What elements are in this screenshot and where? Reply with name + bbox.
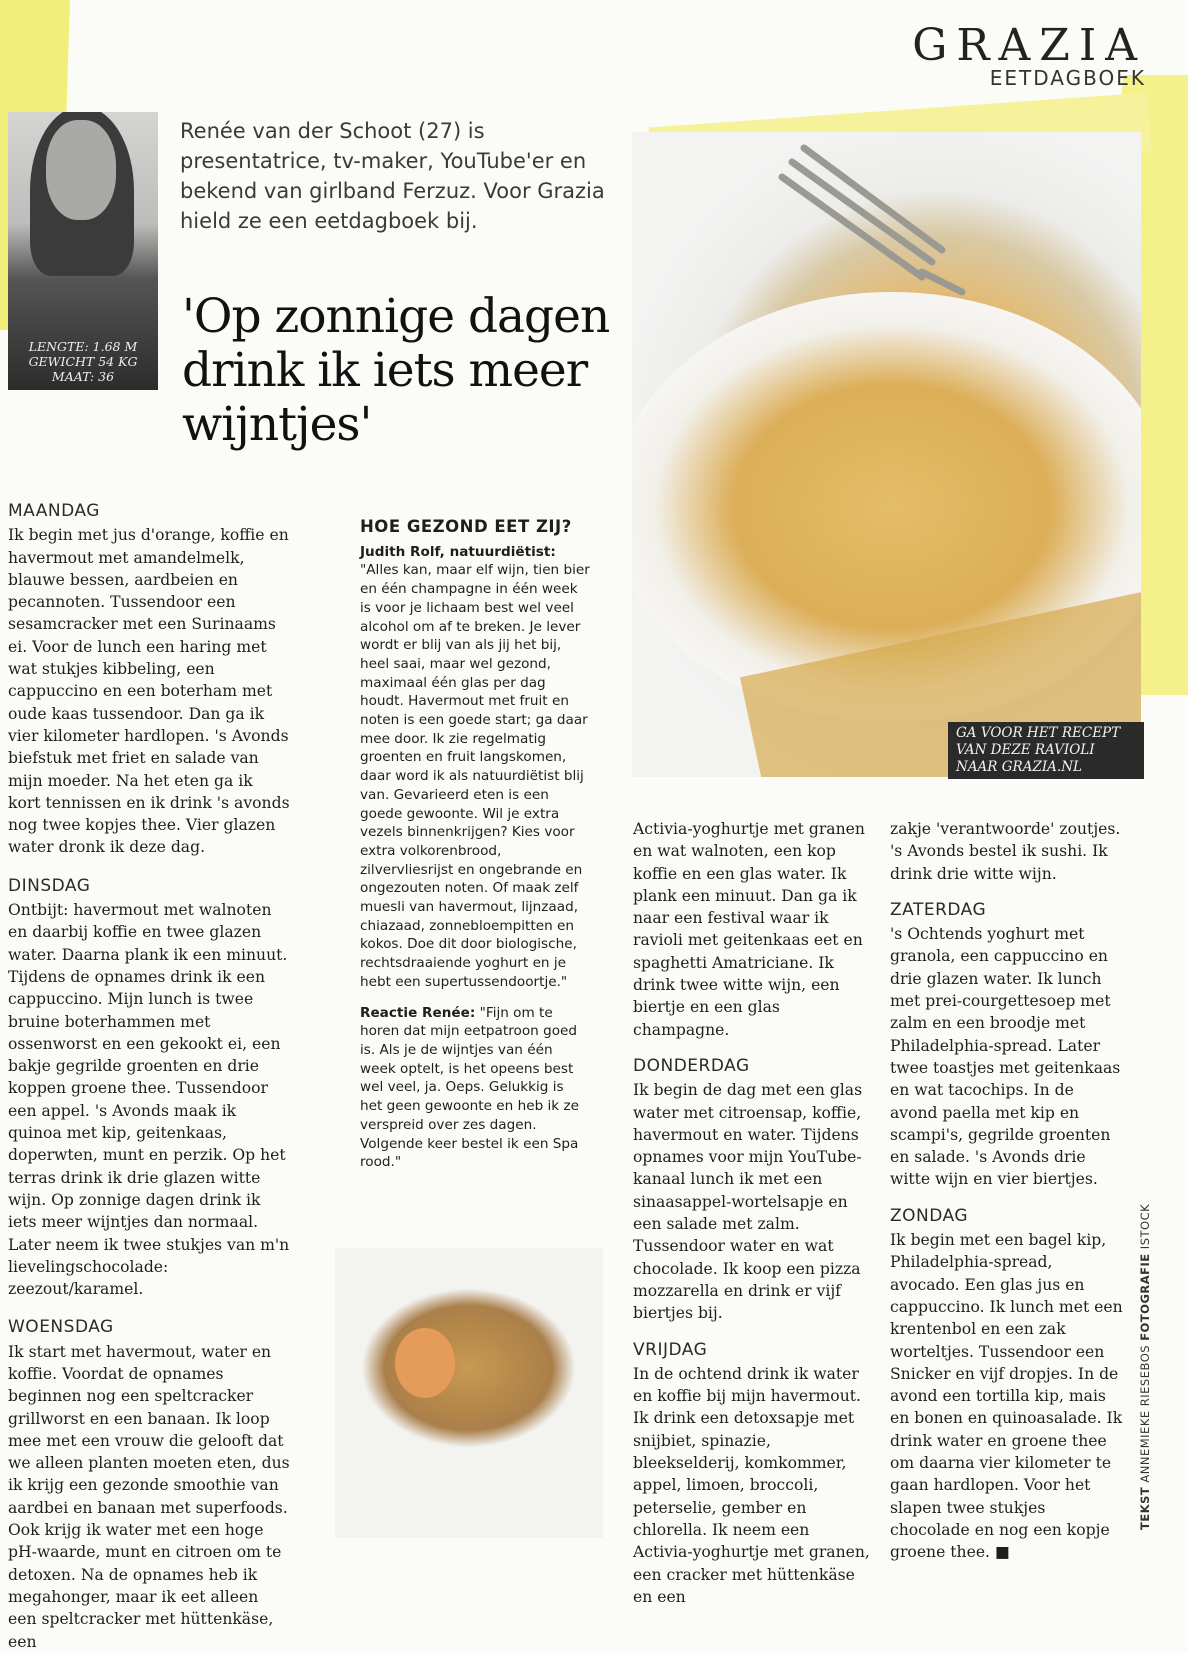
column-3: [633, 818, 873, 1608]
portrait-photo: [8, 112, 158, 390]
day-heading-vrijdag: VRIJDAG: [633, 1339, 708, 1360]
day-heading-zaterdag: ZATERDAG: [890, 899, 987, 920]
day-heading-donderdag: DONDERDAG: [633, 1055, 750, 1076]
day-text-vrijdag-continued: zakje 'verantwoorde' zoutjes. 's Avonds bestel ik sushi. Ik drink drie witte wijn.: [890, 820, 1121, 883]
credit-text-name: ANNEMIEKE RIESEBOS: [1138, 1344, 1152, 1483]
stat-weight: GEWICHT 54 KG: [28, 354, 138, 369]
end-mark-icon: ■: [994, 1543, 1010, 1562]
column-4: [890, 818, 1126, 1564]
credit-text-label: TEKST: [1138, 1486, 1152, 1530]
ravioli-photo: [632, 132, 1141, 777]
fork-icon: [632, 132, 1141, 777]
headline: 'Op zonnige dagen drink ik iets meer wijntjes': [182, 289, 610, 452]
stat-height: LENGTE: 1.68 M: [28, 339, 138, 354]
day-text-donderdag: Ik begin de dag met een glas water met citroensap, koffie, havermout en water. Tijdens opnames voor mijn YouTube-kanaal lunch ik met een sinaasappel-wortelsapje en een salade met zalm. Tussendoor water en wat chocolade. Ik koop een pizza mozzarella en drink er vijf biertjes bij.: [633, 1081, 863, 1323]
expert-name: Judith Rolf, natuurdiëtist:: [360, 543, 556, 560]
day-heading-dinsdag: DINSDAG: [8, 875, 91, 896]
stat-size: MAAT: 36: [51, 369, 115, 384]
day-text-dinsdag: Ontbijt: havermout met walnoten en daarbij koffie en twee glazen water. Daarna plank ik een minuut. Tijdens de opnames drink ik een cappuccino. Mijn lunch is twee bruine boterhammen met ossenworst en een gekookt ei, een bakje gegrilde groenten en drie koppen groene thee. Tussendoor een appel. 's Avonds maak ik quinoa met kip, geitenkaas, doperwten, munt en perzik. Op het terras drink ik drie glazen witte wijn. Op zonnige dagen drink ik iets meer wijntjes dan normaal. Later neem ik twee stukjes van m'n lievelingschocolade: zeezout/karamel.: [8, 901, 290, 1299]
reaction-name: Reactie Renée:: [360, 1004, 476, 1021]
sidebar-title: HOE GEZOND EET ZIJ?: [360, 517, 572, 536]
intro-text: Renée van der Schoot (27) is presentatrice, tv-maker, YouTube'er en bekend van girlband Ferzuz. Voor Grazia hield ze een eetdagboek bij.: [180, 119, 605, 233]
credit-photo-name: ISTOCK: [1138, 1203, 1152, 1250]
day-text-vrijdag: In de ochtend drink ik water en koffie bij mijn havermout. Ik drink een detoxsapje met snijbiet, spinazie, bleekselderij, komkommer, appel, limoen, broccoli, peterselie, gember en chlorella. Ik neem een Activia-yoghurtje met granen, een cracker met hüttenkäse en een: [633, 1364, 870, 1606]
photo-caption: GA VOOR HET RECEPT VAN DEZE RAVIOLI NAAR GRAZIA.NL: [948, 722, 1144, 779]
day-text-zaterdag: 's Ochtends yoghurt met granola, een cappuccino en drie glazen water. Ik lunch met prei-courgettesoep met zalm en een broodje met Philadelphia-spread. Later twee toastjes met geitenkaas en wat tacochips. In de avond paella met kip en scampi's, gegrilde groenten en salade. 's Avonds drie witte wijn en vier biertjes.: [890, 925, 1121, 1189]
credit-photo-label: FOTOGRAFIE: [1138, 1253, 1152, 1341]
magazine-logo: GRAZIA: [912, 20, 1146, 71]
day-text-woensdag: Ik start met havermout, water en koffie. Voordat de opnames beginnen nog een speltcracker grillworst en een banaan. Ik loop mee met een vrouw die gelooft dat we alleen planten moeten eten, dus ik krijg een gezonde smoothie van aardbei en banaan met superfoods. Ook krijg ik water met een hoge pH-waarde, munt en citroen om te detoxen. Na de opnames heb ik megahonger, maar ik eet alleen een speltcracker met hüttenkäse, een: [8, 1342, 290, 1651]
column-1: [8, 500, 290, 1653]
photo-credits: [1138, 1203, 1162, 1540]
day-heading-zondag: ZONDAG: [890, 1205, 969, 1226]
day-text-maandag: Ik begin met jus d'orange, koffie en havermout met amandelmelk, blauwe bessen, aardbeien en pecannoten. Tussendoor een sesamcracker met een Surinaams ei. Voor de lunch een haring met wat stukjes kibbeling, een cappuccino en een boterham met oude kaas tussendoor. Dan ga ik vier kilometer hardlopen. 's Avonds biefstuk met friet en salade van mijn moeder. Na het eten ga ik kort tennissen en ik drink 's avonds nog twee kopjes thee. Vier glazen water dronk ik deze dag.: [8, 526, 290, 857]
portrait-stats: [8, 339, 158, 384]
day-text-woensdag-continued: Activia-yoghurtje met granen en wat walnoten, een kop koffie en een glas water. Ik plank een minuut. Dan ga ik naar een festival waar ik ravioli met geitenkaas eet en spaghetti Amatriciane. Ik drink twee witte wijn, een biertje en een glas champagne.: [633, 820, 865, 1039]
day-heading-maandag: MAANDAG: [8, 501, 100, 521]
reaction-quote: "Fijn om te horen dat mijn eetpatroon goed is. Als je de wijntjes van één week optelt, is het opeens best wel veel, ja. Oeps. Gelukkig is het geen gewoonte en heb ik ze verspreid over zes dagen. Volgende keer bestel ik een Spa rood.": [360, 1004, 579, 1171]
expert-quote: "Alles kan, maar elf wijn, tien bier en één champagne in één week is voor je lichaam best wel veel alcohol om af te breken. Je lever wordt er blij van als jij het bij, heel saai, maar wel gezond, maximaal één glas per dag houdt. Havermout met fruit en noten is een goede start; ga daar mee door. Ik zie regelmatig groenten en fruit langskomen, daar word ik als natuurdiëtist blij van. Gevarieerd eten is een goede gewoonte. Wil je extra vezels binnenkrijgen? Kies voor extra volkorenbrood, zilvervliesrijst en ongebrande en ongezouten noten. Of maak zelf muesli van havermout, lijnzaad, chiazaad, zonnebloempitten en kokos. Doe dit door biologische, rechtsdraaiende yoghurt en je hebt een supertussendoortje.": [360, 562, 590, 990]
section-label: EETDAGBOEK: [989, 66, 1146, 90]
bowl-photo: [335, 1248, 603, 1538]
day-heading-woensdag: WOENSDAG: [8, 1317, 114, 1338]
nutrition-sidebar: [360, 518, 590, 1184]
day-text-zondag: Ik begin met een bagel kip, Philadelphia-spread, avocado. Een glas jus en cappuccino. Ik lunch met een krentenbol en een zak worteltjes. Tussendoor een Snicker en vijf dropjes. In de avond een tortilla kip, mais en bonen en quinoasalade. Ik drink water en groene thee om daarna vier kilometer te gaan hardlopen. Voor het slapen twee stukjes chocolade en nog een kopje groene thee.: [890, 1231, 1123, 1562]
